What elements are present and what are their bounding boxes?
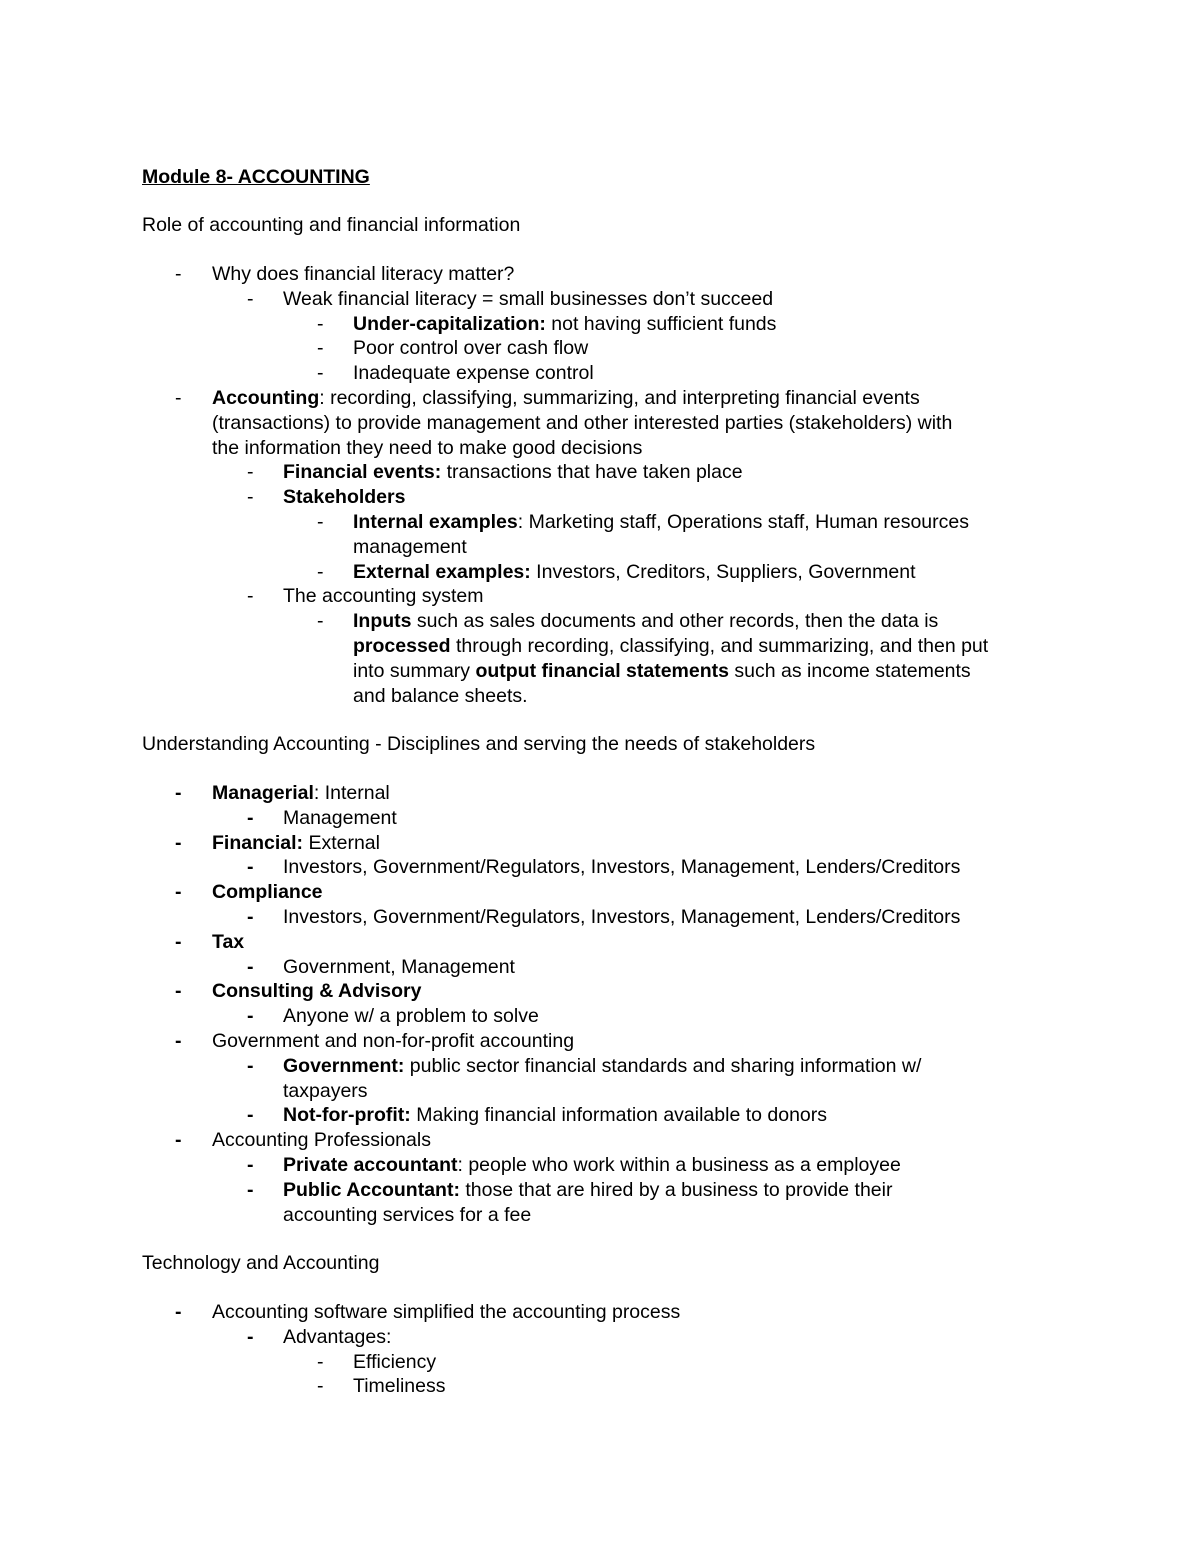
item-text: : Internal: [313, 782, 390, 804]
bullet-dash: -: [175, 1129, 182, 1151]
bold-term: Under-capitalization:: [353, 313, 546, 335]
item-text: the information they need to make good decisions: [212, 437, 643, 459]
bullet-dash: -: [247, 956, 254, 978]
bullet-dash: -: [247, 1055, 254, 1077]
item-text: taxpayers: [283, 1080, 368, 1102]
list-item-line: [212, 880, 323, 905]
list-item-line: [212, 979, 421, 1004]
list-item-line: [353, 609, 938, 634]
list-item-line: [353, 312, 776, 337]
item-text: Timeliness: [353, 1375, 446, 1397]
item-text: Investors, Creditors, Suppliers, Government: [530, 561, 916, 583]
item-text: Government and non-for-profit accounting: [212, 1030, 575, 1052]
list-item-line: [212, 1300, 680, 1325]
document-title: Module 8- ACCOUNTING: [142, 166, 370, 188]
list-item-line: [212, 436, 642, 461]
item-text: Poor control over cash flow: [353, 337, 589, 359]
bullet-dash: -: [175, 980, 182, 1002]
list-item-line: [283, 806, 397, 831]
bullet-dash: -: [247, 906, 254, 928]
bold-term: Public Accountant:: [283, 1179, 460, 1201]
bold-term: Financial events:: [283, 461, 442, 483]
bold-term: Consulting & Advisory: [212, 980, 422, 1002]
bold-term: Managerial: [212, 782, 314, 804]
item-text: The accounting system: [283, 585, 484, 607]
item-text: such as income statements: [728, 660, 971, 682]
bullet-dash: -: [175, 782, 182, 804]
bullet-dash: -: [175, 387, 182, 409]
bullet-dash: -: [317, 313, 324, 335]
item-text: Efficiency: [353, 1351, 437, 1373]
bullet-dash: -: [317, 337, 324, 359]
list-item-line: [212, 930, 244, 955]
item-text: Inadequate expense control: [353, 362, 594, 384]
list-item-line: [212, 1029, 574, 1054]
bullet-dash: -: [247, 807, 254, 829]
bullet-dash: -: [175, 1030, 182, 1052]
list-item-line: [353, 535, 467, 560]
item-text: Investors, Government/Regulators, Investors, Management, Lenders/Creditors: [283, 856, 961, 878]
bullet-dash: -: [175, 1301, 182, 1323]
bold-term: Compliance: [212, 881, 323, 903]
bold-term: Accounting: [212, 387, 320, 409]
bold-term: output financial statements: [475, 660, 729, 682]
bullet-dash: -: [317, 610, 324, 632]
list-item-line: [212, 1128, 431, 1153]
list-item-line: [283, 905, 960, 930]
bullet-dash: -: [317, 1375, 324, 1397]
bullet-dash: -: [175, 931, 182, 953]
list-item-line: [212, 262, 514, 287]
item-text: not having sufficient funds: [545, 313, 777, 335]
list-item-line: [283, 1178, 892, 1203]
item-text: : people who work within a business as a employee: [457, 1154, 901, 1176]
bullet-dash: -: [247, 486, 254, 508]
bullet-dash: -: [175, 832, 182, 854]
bold-term: processed: [353, 635, 451, 657]
bullet-dash: -: [247, 1104, 254, 1126]
item-text: public sector financial standards and sharing information w/: [404, 1055, 922, 1077]
bold-term: Government:: [283, 1055, 405, 1077]
list-item-line: [283, 955, 515, 980]
bold-term: Not-for-profit:: [283, 1104, 411, 1126]
section-heading: Technology and Accounting: [142, 1252, 380, 1274]
bullet-dash: -: [247, 1005, 254, 1027]
item-text: into summary: [353, 660, 476, 682]
list-item-line: [212, 781, 390, 806]
list-item-line: [283, 1325, 391, 1350]
item-text: (transactions) to provide management and other interested parties (stakeholders) with: [212, 412, 953, 434]
bold-term: Stakeholders: [283, 486, 406, 508]
bold-term: Private accountant: [283, 1154, 458, 1176]
list-item-line: [283, 1153, 901, 1178]
item-text: Accounting software simplified the accounting process: [212, 1301, 681, 1323]
list-item-line: [283, 584, 484, 609]
bullet-dash: -: [175, 263, 182, 285]
list-item-line: [353, 634, 988, 659]
item-text: accounting services for a fee: [283, 1204, 532, 1226]
bullet-dash: -: [247, 1154, 254, 1176]
list-item-line: [353, 659, 971, 684]
bullet-dash: -: [317, 561, 324, 583]
list-item-line: [353, 1374, 445, 1399]
bullet-dash: -: [317, 1351, 324, 1373]
list-item-line: [283, 1004, 539, 1029]
bullet-dash: -: [247, 856, 254, 878]
list-item-line: [283, 460, 743, 485]
bold-term: Internal examples: [353, 511, 518, 533]
list-item-line: [353, 560, 916, 585]
bold-term: Financial:: [212, 832, 304, 854]
item-text: Advantages:: [283, 1326, 392, 1348]
bullet-dash: -: [247, 1179, 254, 1201]
item-text: Making financial information available to donors: [410, 1104, 828, 1126]
section-heading: Understanding Accounting - Disciplines and serving the needs of stakeholders: [142, 733, 816, 755]
list-item-line: [212, 831, 380, 856]
item-text: Investors, Government/Regulators, Investors, Management, Lenders/Creditors: [283, 906, 961, 928]
item-text: : Marketing staff, Operations staff, Human resources: [517, 511, 969, 533]
bullet-dash: -: [247, 1326, 254, 1348]
item-text: Government, Management: [283, 956, 515, 978]
bullet-dash: -: [317, 362, 324, 384]
item-text: Anyone w/ a problem to solve: [283, 1005, 539, 1027]
item-text: External: [303, 832, 380, 854]
item-text: Management: [283, 807, 397, 829]
bold-term: Inputs: [353, 610, 412, 632]
item-text: through recording, classifying, and summarizing, and then put: [450, 635, 989, 657]
bullet-dash: -: [317, 511, 324, 533]
list-item-line: [283, 485, 405, 510]
list-item-line: [212, 411, 952, 436]
bold-term: External examples:: [353, 561, 531, 583]
list-item-line: [283, 855, 960, 880]
list-item-line: [212, 386, 920, 411]
bullet-dash: -: [247, 585, 254, 607]
bullet-dash: -: [247, 461, 254, 483]
section-heading: Role of accounting and financial information: [142, 214, 521, 236]
item-text: Why does financial literacy matter?: [212, 263, 515, 285]
list-item-line: [283, 1054, 921, 1079]
list-item-line: [353, 361, 594, 386]
item-text: management: [353, 536, 467, 558]
list-item-line: [283, 1079, 368, 1104]
list-item-line: [353, 1350, 436, 1375]
list-item-line: [283, 1103, 827, 1128]
item-text: such as sales documents and other records, then the data is: [411, 610, 939, 632]
list-item-line: [353, 684, 528, 709]
list-item-line: [283, 287, 773, 312]
list-item-line: [353, 336, 588, 361]
bullet-dash: -: [247, 288, 254, 310]
list-item-line: [283, 1203, 531, 1228]
item-text: those that are hired by a business to provide their: [459, 1179, 893, 1201]
list-item-line: [353, 510, 969, 535]
item-text: Accounting Professionals: [212, 1129, 431, 1151]
bold-term: Tax: [212, 931, 245, 953]
item-text: and balance sheets.: [353, 685, 528, 707]
item-text: : recording, classifying, summarizing, and interpreting financial events: [319, 387, 920, 409]
item-text: transactions that have taken place: [441, 461, 743, 483]
bullet-dash: -: [175, 881, 182, 903]
item-text: Weak financial literacy = small businesses don’t succeed: [283, 288, 774, 310]
